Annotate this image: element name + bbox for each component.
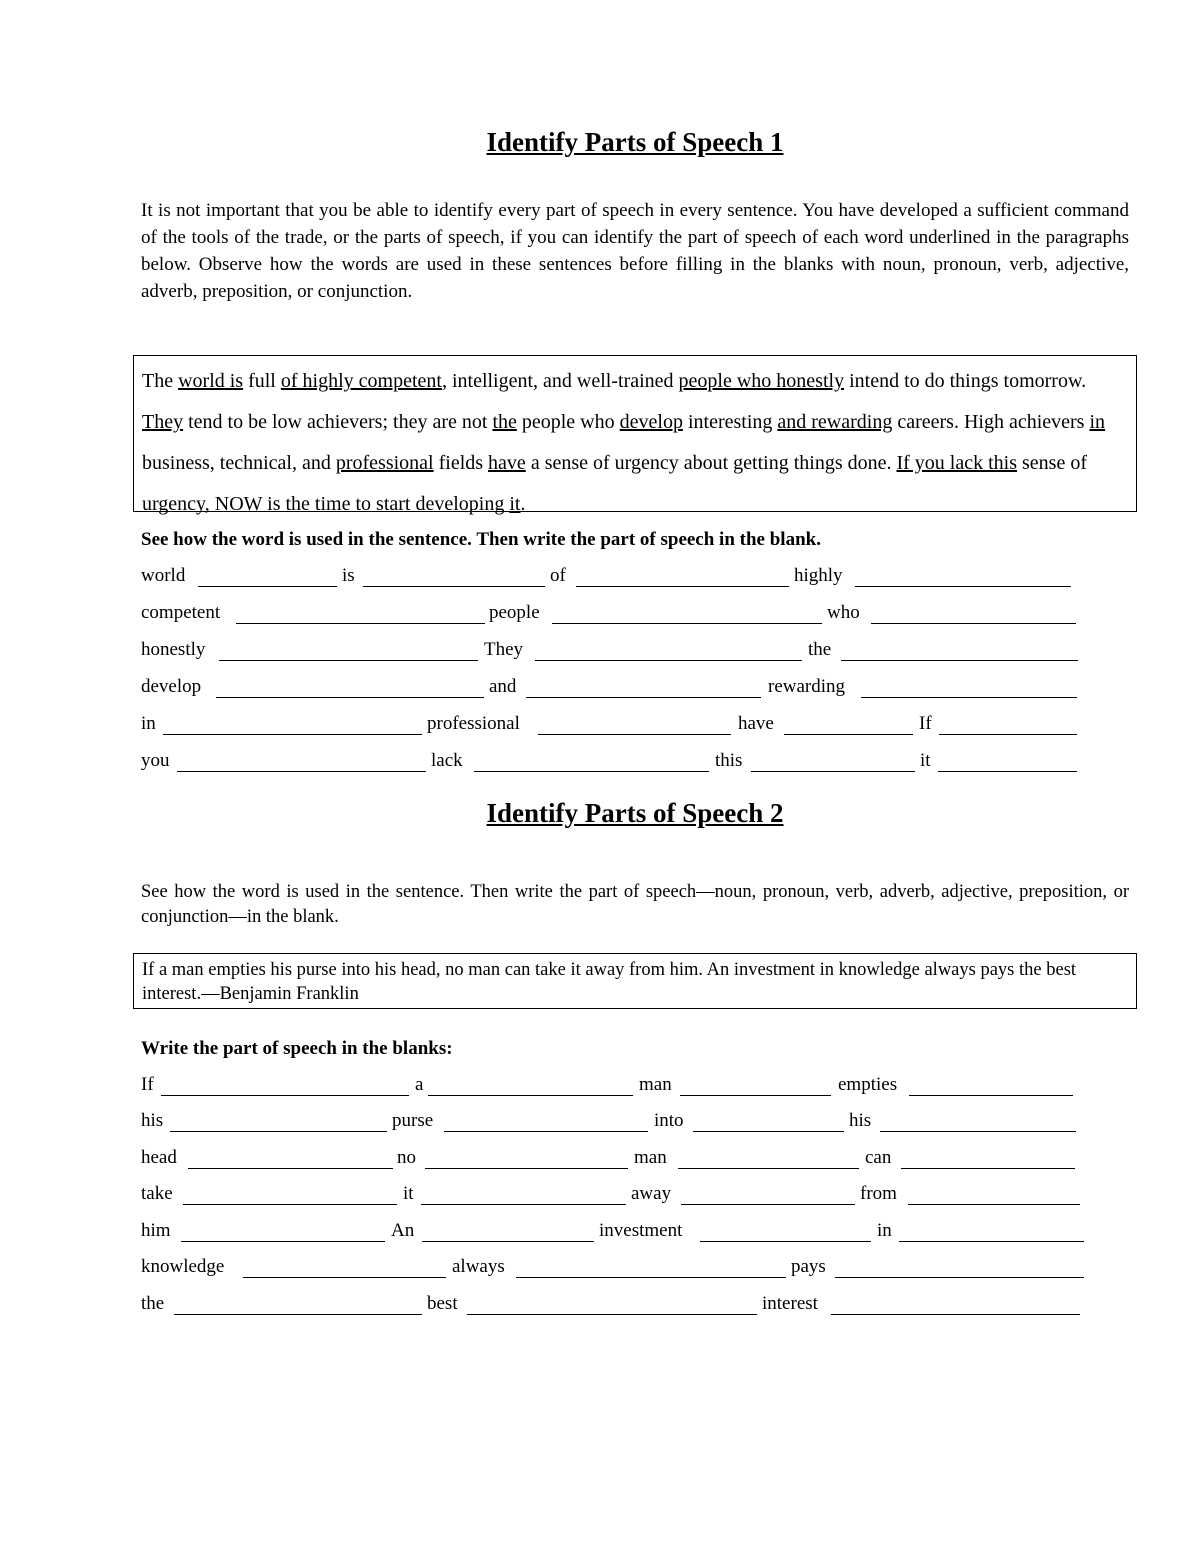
word-label: purse (392, 1110, 434, 1131)
word-label: can (865, 1147, 892, 1168)
answer-blank[interactable] (526, 697, 761, 698)
answer-blank[interactable] (170, 1131, 387, 1132)
answer-blank[interactable] (363, 586, 545, 587)
answer-blank[interactable] (181, 1241, 385, 1242)
answer-blank[interactable] (901, 1168, 1075, 1169)
underlined-word: people who honestly (678, 370, 845, 392)
word-label: They (484, 639, 524, 660)
answer-blank[interactable] (693, 1131, 844, 1132)
answer-blank[interactable] (198, 586, 337, 587)
answer-blank[interactable] (700, 1241, 871, 1242)
word-label: An (391, 1220, 415, 1241)
word-label: investment (599, 1220, 683, 1241)
passage-segment: sense of urgency, NOW is the time to start developing (142, 452, 1087, 515)
word-label: knowledge (141, 1256, 225, 1277)
word-label: his (141, 1110, 164, 1131)
word-label: away (631, 1183, 672, 1204)
passage-segment: . (520, 493, 526, 515)
passage-segment: business, technical, and (142, 452, 336, 474)
underlined-word: They (142, 411, 184, 433)
answer-blank[interactable] (576, 586, 789, 587)
underlined-word: and rewarding (777, 411, 893, 433)
passage-segment: full (243, 370, 281, 392)
passage-segment: people who (516, 411, 620, 433)
word-label: you (141, 750, 170, 771)
answer-blank[interactable] (467, 1314, 757, 1315)
answer-blank[interactable] (421, 1204, 626, 1205)
answer-blank[interactable] (474, 771, 709, 772)
word-label: world (141, 565, 186, 586)
answer-blank[interactable] (552, 623, 822, 624)
word-label: him (141, 1220, 171, 1241)
underlined-word: If you lack this (896, 452, 1018, 474)
word-label: rewarding (768, 676, 846, 697)
word-label: interest (762, 1293, 818, 1314)
word-label: pays (791, 1256, 826, 1277)
answer-blank[interactable] (861, 697, 1077, 698)
answer-blank[interactable] (678, 1168, 859, 1169)
passage-box-1 (133, 355, 1137, 515)
answer-blank[interactable] (243, 1277, 446, 1278)
word-label: the (141, 1293, 165, 1314)
passage-segment: The (142, 370, 179, 392)
underlined-word: the (492, 411, 517, 433)
word-label: people (489, 602, 540, 623)
word-label: highly (794, 565, 843, 586)
answer-blank[interactable] (855, 586, 1071, 587)
answer-blank[interactable] (938, 771, 1077, 772)
answer-blank[interactable] (908, 1204, 1080, 1205)
underlined-word: world is (178, 370, 244, 392)
answer-blank[interactable] (831, 1314, 1080, 1315)
answer-blank[interactable] (422, 1241, 594, 1242)
answer-blank[interactable] (835, 1277, 1084, 1278)
page-title-1: Identify Parts of Speech 1 (486, 127, 784, 157)
answer-blank[interactable] (909, 1095, 1073, 1096)
passage-segment: tend to be low achievers; they are not (183, 411, 493, 433)
answer-blank[interactable] (425, 1168, 628, 1169)
answer-blank[interactable] (177, 771, 426, 772)
word-label: this (715, 750, 743, 771)
answer-blank[interactable] (163, 734, 422, 735)
word-label: of (550, 565, 566, 586)
word-label: the (808, 639, 832, 660)
word-label: honestly (141, 639, 206, 660)
underlined-word: of highly competent (280, 370, 442, 392)
underlined-word: develop (619, 411, 683, 433)
instruction-2: Write the part of speech in the blanks: (141, 1038, 453, 1059)
answer-blank[interactable] (161, 1095, 409, 1096)
answer-blank[interactable] (939, 734, 1077, 735)
answer-blank[interactable] (880, 1131, 1076, 1132)
word-label: competent (141, 602, 221, 623)
word-label: take (141, 1183, 173, 1204)
word-label: into (654, 1110, 684, 1131)
quote-text: If a man empties his purse into his head, no man can take it away from him. An investment in knowledge always pays the best interest.—Benjamin Franklin (142, 960, 1077, 1004)
passage-segment: intend to do things tomorrow. (844, 370, 1087, 392)
answer-blank[interactable] (216, 697, 484, 698)
answer-blank[interactable] (841, 660, 1078, 661)
intro-paragraph-1: It is not important that you be able to identify every part of speech in every sentence. You have developed a sufficient command of the tools of the trade, or the parts of speech, if you can identify the part of speech of each word underlined in the paragraphs below. Observe how the words are used in these sentences before filling in the blanks with noun, pronoun, verb, adjective, adverb, preposition, or conjunction. (141, 200, 1129, 302)
instruction-1: See how the word is used in the sentence. Then write the part of speech in the blank. (141, 529, 821, 550)
word-label: it (920, 750, 931, 771)
word-label: a (415, 1074, 424, 1095)
answer-blank[interactable] (784, 734, 913, 735)
page-title-2: Identify Parts of Speech 2 (486, 798, 784, 828)
word-label: best (427, 1293, 458, 1314)
underlined-word: in (1089, 411, 1106, 433)
answer-blank[interactable] (538, 734, 731, 735)
word-label: empties (838, 1074, 898, 1095)
answer-blank[interactable] (219, 660, 478, 661)
passage-segment: fields (433, 452, 489, 474)
word-label: who (827, 602, 860, 623)
answer-blank[interactable] (428, 1095, 633, 1096)
passage-segment: interesting (682, 411, 778, 433)
answer-blank[interactable] (680, 1095, 831, 1096)
answer-blank[interactable] (174, 1314, 422, 1315)
word-label: from (860, 1183, 897, 1204)
word-label: If (141, 1074, 154, 1095)
word-label: is (342, 565, 355, 586)
word-label: it (403, 1183, 414, 1204)
word-label: no (397, 1147, 416, 1168)
word-label: man (634, 1147, 667, 1168)
word-label: have (738, 713, 774, 734)
word-label: in (877, 1220, 892, 1241)
passage-segment: , intelligent, and well-trained (441, 370, 679, 392)
answer-blank[interactable] (751, 771, 915, 772)
answer-blank[interactable] (681, 1204, 855, 1205)
word-label: If (919, 713, 932, 734)
answer-blank[interactable] (444, 1131, 648, 1132)
word-label: and (489, 676, 517, 697)
word-label: develop (141, 676, 202, 697)
passage-segment: careers. High achievers (892, 411, 1090, 433)
quote-box (133, 953, 1137, 1009)
underlined-word: it (509, 493, 521, 515)
word-label: man (639, 1074, 672, 1095)
answer-blank[interactable] (236, 623, 485, 624)
passage-text (142, 370, 1105, 515)
intro-paragraph-2: See how the word is used in the sentence. Then write the part of speech—noun, pronoun, verb, adverb, adjective, preposition, or conjunction—in the blank. (141, 882, 1129, 927)
passage-segment: a sense of urgency about getting things done. (525, 452, 897, 474)
answer-blank[interactable] (183, 1204, 397, 1205)
word-label: in (141, 713, 156, 734)
answer-blank[interactable] (188, 1168, 393, 1169)
word-label: professional (427, 713, 520, 734)
answer-blank[interactable] (516, 1277, 786, 1278)
answer-blank[interactable] (535, 660, 802, 661)
underlined-word: professional (335, 452, 434, 474)
answer-blank[interactable] (871, 623, 1076, 624)
word-label: lack (431, 750, 463, 771)
word-label: his (849, 1110, 872, 1131)
word-label: always (452, 1256, 505, 1277)
underlined-word: have (488, 452, 526, 474)
word-label: head (141, 1147, 177, 1168)
answer-blank[interactable] (899, 1241, 1084, 1242)
